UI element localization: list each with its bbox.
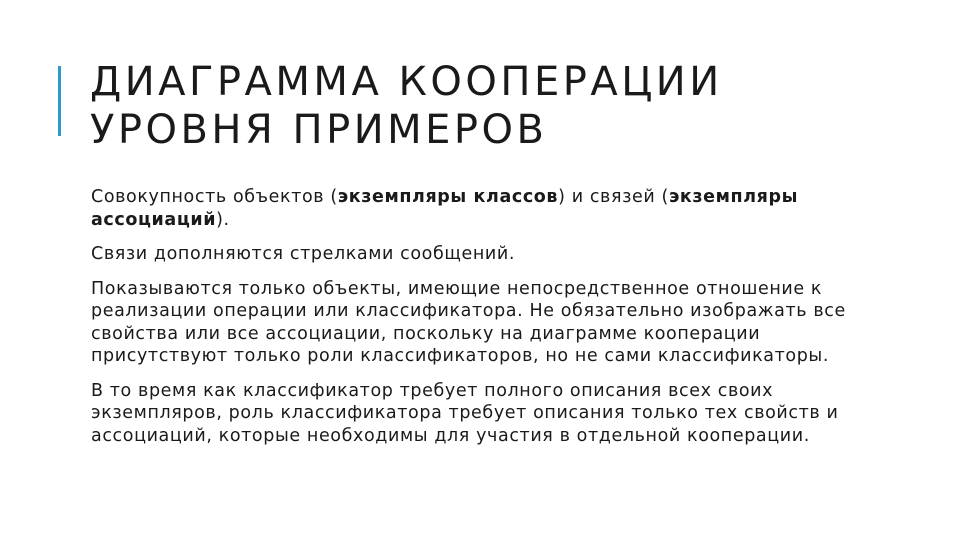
p1-text-1: Совокупность объектов ( <box>91 187 338 207</box>
paragraph-classifier-role: В то время как классификатор требует полного описания всех своих экземпляров, роль классификатора требует описания только тех свойств и ассоциаций, которые необходимы для участия в отдельной кооперации. <box>91 380 839 446</box>
slide-body <box>91 186 851 459</box>
p1-text-3: ). <box>216 209 230 230</box>
paragraph-message-arrows: Связи дополняются стрелками сообщений. <box>91 244 515 264</box>
title-line-1: ДИАГРАММА КООПЕРАЦИИ <box>90 59 723 105</box>
title-line-2: УРОВНЯ ПРИМЕРОВ <box>90 107 548 153</box>
p1-bold-association-instances: экземпляры ассоциаций <box>91 187 799 230</box>
p1-bold-class-instances: экземпляры классов <box>337 187 559 207</box>
paragraph-shown-objects: Показываются только объекты, имеющие непосредственное отношение к реализации операции или классификатора. Не обязательно изображать все свойства или все ассоциации, поскольку на диаграмме кооперации присутствуют только роли классификаторов, но не сами классификаторы. <box>91 278 846 366</box>
p1-text-2: ) и связей ( <box>558 187 669 207</box>
paragraph-objects-and-links <box>91 186 851 231</box>
slide-title <box>90 58 930 154</box>
title-accent-bar <box>58 66 61 136</box>
